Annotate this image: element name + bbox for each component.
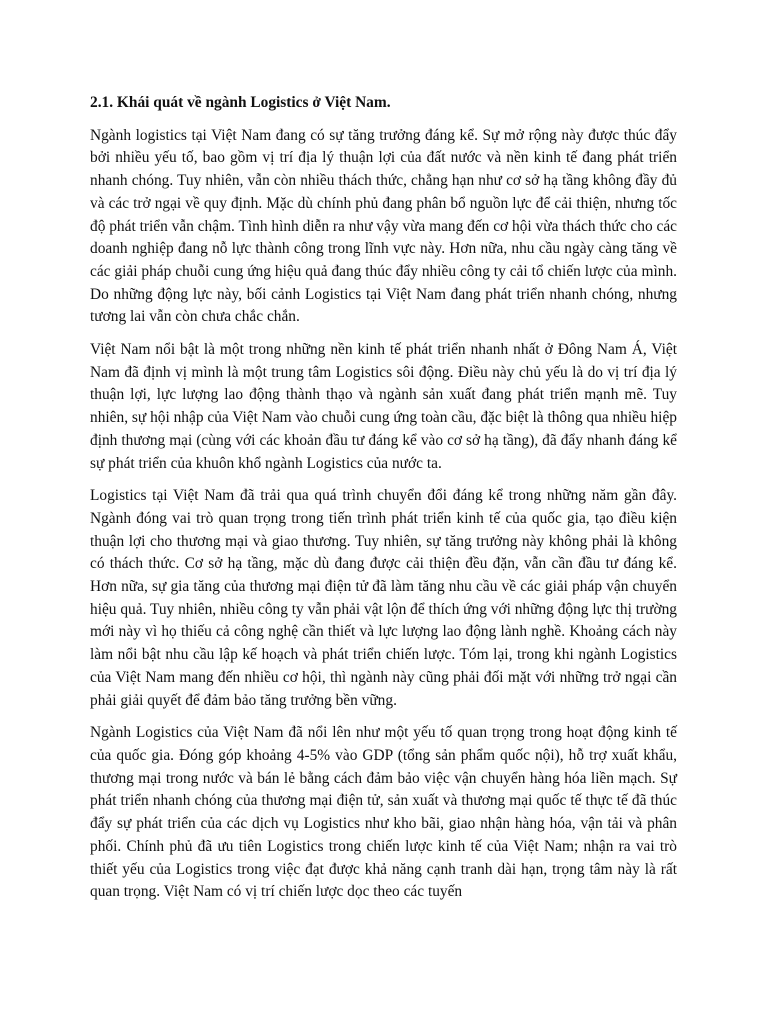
- paragraph-4: Ngành Logistics của Việt Nam đã nổi lên như một yếu tố quan trọng trong hoạt động kinh tế của quốc gia. Đóng góp khoảng 4-5% vào GDP (tổng sản phẩm quốc nội), hỗ trợ xuất khẩu, thương mại trong nước và bán lẻ bằng cách đảm bảo việc vận chuyển hàng hóa liền mạch. Sự phát triển nhanh chóng của thương mại điện tử, sản xuất và thương mại quốc tế thực tế đã thúc đẩy sự phát triển của các dịch vụ Logistics như kho bãi, giao nhận hàng hóa, vận tải và phân phối. Chính phủ đã ưu tiên Logistics trong chiến lược kinh tế của Việt Nam; nhận ra vai trò thiết yếu của Logistics trong việc đạt được khả năng cạnh tranh dài hạn, trọng tâm này là rất quan trọng. Việt Nam có vị trí chiến lược dọc theo các tuyến: [90, 724, 677, 901]
- paragraph-2: Việt Nam nổi bật là một trong những nền kinh tế phát triển nhanh nhất ở Đông Nam Á, Việt Nam đã định vị mình là một trung tâm Logistics sôi động. Điều này chủ yếu là do vị trí địa lý thuận lợi, lực lượng lao động thành thạo và ngành sản xuất đang phát triển mạnh mẽ. Tuy nhiên, sự hội nhập của Việt Nam vào chuỗi cung ứng toàn cầu, đặc biệt là thông qua nhiều hiệp định thương mại (cùng với các khoản đầu tư đáng kể vào cơ sở hạ tầng), đã đẩy nhanh đáng kể sự phát triển của khuôn khổ ngành Logistics của nước ta.: [90, 341, 677, 472]
- section-heading: 2.1. Khái quát về ngành Logistics ở Việt Nam.: [90, 94, 391, 111]
- document-page: [90, 92, 677, 914]
- paragraph-1: Ngành logistics tại Việt Nam đang có sự tăng trưởng đáng kể. Sự mở rộng này được thúc đẩy bởi nhiều yếu tố, bao gồm vị trí địa lý thuận lợi của đất nước và nền kinh tế đang phát triển nhanh chóng. Tuy nhiên, vẫn còn nhiều thách thức, chẳng hạn như cơ sở hạ tầng không đầy đủ và các trở ngại về quy định. Mặc dù chính phủ đang phân bổ nguồn lực để cải thiện, nhưng tốc độ phát triển vẫn chậm. Tình hình diễn ra như vậy vừa mang đến cơ hội vừa thách thức cho các doanh nghiệp đang nỗ lực thành công trong lĩnh vực này. Hơn nữa, nhu cầu ngày càng tăng về các giải pháp chuỗi cung ứng hiệu quả đang thúc đẩy nhiều công ty cải tổ chiến lược của mình. Do những động lực này, bối cảnh Logistics tại Việt Nam đang phát triển nhanh chóng, nhưng tương lai vẫn còn chưa chắc chắn.: [90, 126, 677, 326]
- paragraph-3: Logistics tại Việt Nam đã trải qua quá trình chuyển đổi đáng kể trong những năm gần đây. Ngành đóng vai trò quan trọng trong tiến trình phát triển kinh tế của quốc gia, tạo điều kiện thuận lợi cho thương mại và giao thương. Tuy nhiên, sự tăng trưởng này không phải là không có thách thức. Cơ sở hạ tầng, mặc dù đang được cải thiện đều đặn, vẫn cần đầu tư đáng kể. Hơn nữa, sự gia tăng của thương mại điện tử đã làm tăng nhu cầu về các giải pháp vận chuyển hiệu quả. Tuy nhiên, nhiều công ty vẫn phải vật lộn để thích ứng với những động lực thị trường mới này vì họ thiếu cả công nghệ cần thiết và lực lượng lao động lành nghề. Khoảng cách này làm nổi bật nhu cầu lập kế hoạch và phát triển chiến lược. Tóm lại, trong khi ngành Logistics của Việt Nam mang đến nhiều cơ hội, thì ngành này cũng phải đối mặt với những trở ngại cần phải giải quyết để đảm bảo tăng trưởng bền vững.: [90, 487, 677, 709]
